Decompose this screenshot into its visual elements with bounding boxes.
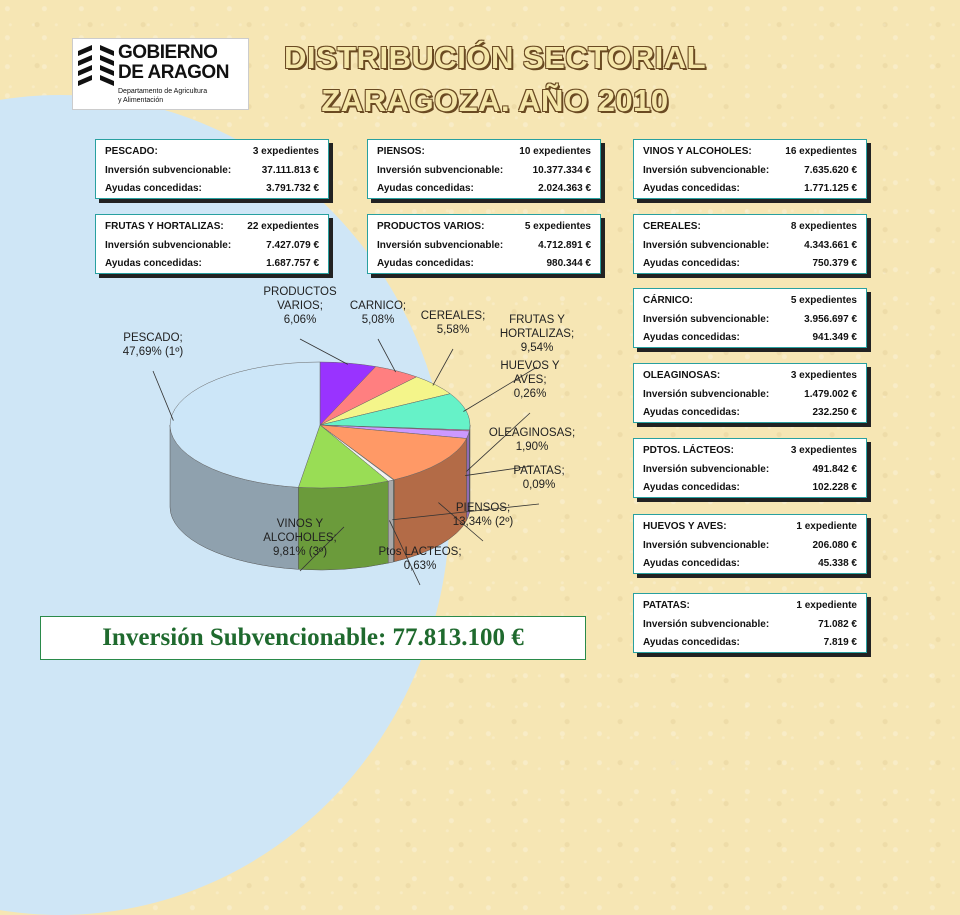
investment-value: 3.956.697 € xyxy=(804,314,857,325)
logo-subtitle-1: Departamento de Agricultura xyxy=(118,88,207,95)
pie-label-1-0: CARNICO; xyxy=(350,300,406,312)
pie-label-5-0: OLEAGINOSAS; xyxy=(489,427,575,439)
logo-line-2: DE ARAGON xyxy=(118,62,229,84)
pie-label-9-0: VINOS Y xyxy=(277,518,324,530)
sector-box-frutas xyxy=(95,214,329,274)
sector-name: OLEAGINOSAS: xyxy=(643,370,720,381)
aid-label: Ayudas concedidas: xyxy=(377,258,474,269)
sector-box-pescado xyxy=(95,139,329,199)
sector-count: 1 expediente xyxy=(796,521,857,532)
sector-name: PIENSOS: xyxy=(377,146,425,157)
sector-count: 5 expedientes xyxy=(791,295,857,306)
pie-label-4-0: HUEVOS Y xyxy=(500,360,560,372)
investment-label: Inversión subvencionable: xyxy=(643,540,769,551)
sector-count: 3 expedientes xyxy=(791,445,857,456)
sector-box-huevos xyxy=(633,514,867,574)
aid-value: 2.024.363 € xyxy=(538,183,591,194)
sector-count: 10 expedientes xyxy=(519,146,591,157)
investment-label: Inversión subvencionable: xyxy=(643,165,769,176)
aid-label: Ayudas concedidas: xyxy=(105,258,202,269)
sector-box-patatas xyxy=(633,593,867,653)
aid-label: Ayudas concedidas: xyxy=(377,183,474,194)
pie-label-4-2: 0,26% xyxy=(514,388,547,400)
sector-count: 3 expedientes xyxy=(791,370,857,381)
total-investment-banner: Inversión Subvencionable: 77.813.100 € xyxy=(40,616,586,660)
aid-label: Ayudas concedidas: xyxy=(643,558,740,569)
sector-name: VINOS Y ALCOHOLES: xyxy=(643,146,752,157)
pie-leader-1 xyxy=(378,339,396,372)
pie-label-6-0: PIENSOS; xyxy=(456,502,510,514)
sector-box-piensos xyxy=(367,139,601,199)
pie-label-3-1: HORTALIZAS; xyxy=(500,328,574,340)
investment-label: Inversión subvencionable: xyxy=(643,389,769,400)
aid-label: Ayudas concedidas: xyxy=(643,637,740,648)
sector-name: FRUTAS Y HORTALIZAS: xyxy=(105,221,224,232)
pie-label-10-1: 47,69% (1º) xyxy=(123,346,184,358)
pie-label-0-0: PRODUCTOS xyxy=(263,286,337,298)
sector-count: 5 expedientes xyxy=(525,221,591,232)
investment-value: 37.111.813 € xyxy=(262,165,319,176)
investment-value: 491.842 € xyxy=(813,464,858,475)
investment-value: 206.080 € xyxy=(813,540,858,551)
investment-value: 7.635.620 € xyxy=(804,165,857,176)
pie-top-faces xyxy=(170,362,470,488)
sector-count: 8 expedientes xyxy=(791,221,857,232)
pie-label-7-0: PATATAS; xyxy=(513,465,564,477)
page-title-line-2: ZARAGOZA. AÑO 2010 xyxy=(270,83,720,119)
sector-name: PESCADO: xyxy=(105,146,158,157)
aid-value: 980.344 € xyxy=(547,258,592,269)
pie-leader-10 xyxy=(153,371,173,421)
aid-label: Ayudas concedidas: xyxy=(643,482,740,493)
pie-label-3-2: 9,54% xyxy=(521,342,554,354)
pie-label-4-1: AVES; xyxy=(513,374,546,386)
investment-value: 7.427.079 € xyxy=(266,240,319,251)
sector-name: CÁRNICO: xyxy=(643,295,693,306)
pie-leader-2 xyxy=(433,349,453,385)
pie-label-0-2: 6,06% xyxy=(284,314,317,326)
pie-label-5-1: 1,90% xyxy=(516,441,549,453)
sector-box-vinos xyxy=(633,139,867,199)
aid-value: 941.349 € xyxy=(813,332,858,343)
sector-box-oleaginosas xyxy=(633,363,867,423)
pie-label-6-1: 13,34% (2º) xyxy=(453,516,514,528)
investment-value: 4.343.661 € xyxy=(804,240,857,251)
aid-value: 3.791.732 € xyxy=(266,183,319,194)
aid-value: 45.338 € xyxy=(818,558,857,569)
sector-box-cereales xyxy=(633,214,867,274)
aid-value: 7.819 € xyxy=(824,637,857,648)
pie-label-0-1: VARIOS; xyxy=(277,300,323,312)
pie-label-8-0: Ptos LACTEOS; xyxy=(378,546,461,558)
pie-label-9-2: 9,81% (3º) xyxy=(273,546,327,558)
sector-count: 16 expedientes xyxy=(785,146,857,157)
aid-value: 750.379 € xyxy=(813,258,858,269)
sector-count: 22 expedientes xyxy=(247,221,319,232)
aid-label: Ayudas concedidas: xyxy=(643,183,740,194)
pie-label-7-1: 0,09% xyxy=(523,479,556,491)
sector-name: CEREALES: xyxy=(643,221,701,232)
pie-leader-0 xyxy=(300,339,348,364)
sector-name: HUEVOS Y AVES: xyxy=(643,521,727,532)
sector-box-carnico xyxy=(633,288,867,348)
aid-label: Ayudas concedidas: xyxy=(643,332,740,343)
aid-label: Ayudas concedidas: xyxy=(643,407,740,418)
sector-count: 1 expediente xyxy=(796,600,857,611)
investment-label: Inversión subvencionable: xyxy=(377,165,503,176)
aid-value: 1.771.125 € xyxy=(804,183,857,194)
pie-label-2-1: 5,58% xyxy=(437,324,470,336)
investment-value: 10.377.334 € xyxy=(533,165,591,176)
aid-value: 232.250 € xyxy=(813,407,858,418)
investment-label: Inversión subvencionable: xyxy=(643,314,769,325)
pie-label-2-0: CEREALES; xyxy=(421,310,486,322)
aid-label: Ayudas concedidas: xyxy=(643,258,740,269)
pie-label-8-1: 0,63% xyxy=(404,560,437,572)
investment-label: Inversión subvencionable: xyxy=(643,464,769,475)
aid-value: 102.228 € xyxy=(813,482,858,493)
investment-label: Inversión subvencionable: xyxy=(643,240,769,251)
pie-label-10-0: PESCADO; xyxy=(123,332,182,344)
sector-name: PATATAS: xyxy=(643,600,690,611)
investment-label: Inversión subvencionable: xyxy=(105,240,231,251)
logo-line-1: GOBIERNO xyxy=(118,42,217,64)
investment-label: Inversión subvencionable: xyxy=(643,619,769,630)
investment-value: 1.479.002 € xyxy=(804,389,857,400)
sector-count: 3 expedientes xyxy=(253,146,319,157)
sector-name: PRODUCTOS VARIOS: xyxy=(377,221,484,232)
investment-value: 4.712.891 € xyxy=(538,240,591,251)
pie-label-3-0: FRUTAS Y xyxy=(509,314,565,326)
investment-value: 71.082 € xyxy=(818,619,857,630)
aid-label: Ayudas concedidas: xyxy=(105,183,202,194)
aid-value: 1.687.757 € xyxy=(266,258,319,269)
sector-name: PDTOS. LÁCTEOS: xyxy=(643,445,734,456)
pie-label-9-1: ALCOHOLES; xyxy=(263,532,337,544)
page-title-line-1: DISTRIBUCIÓN SECTORIAL xyxy=(270,40,720,76)
sector-box-lacteos xyxy=(633,438,867,498)
investment-label: Inversión subvencionable: xyxy=(377,240,503,251)
sector-box-productos-varios xyxy=(367,214,601,274)
pie-label-1-1: 5,08% xyxy=(362,314,395,326)
investment-label: Inversión subvencionable: xyxy=(105,165,231,176)
logo-subtitle-2: y Alimentación xyxy=(118,97,163,104)
